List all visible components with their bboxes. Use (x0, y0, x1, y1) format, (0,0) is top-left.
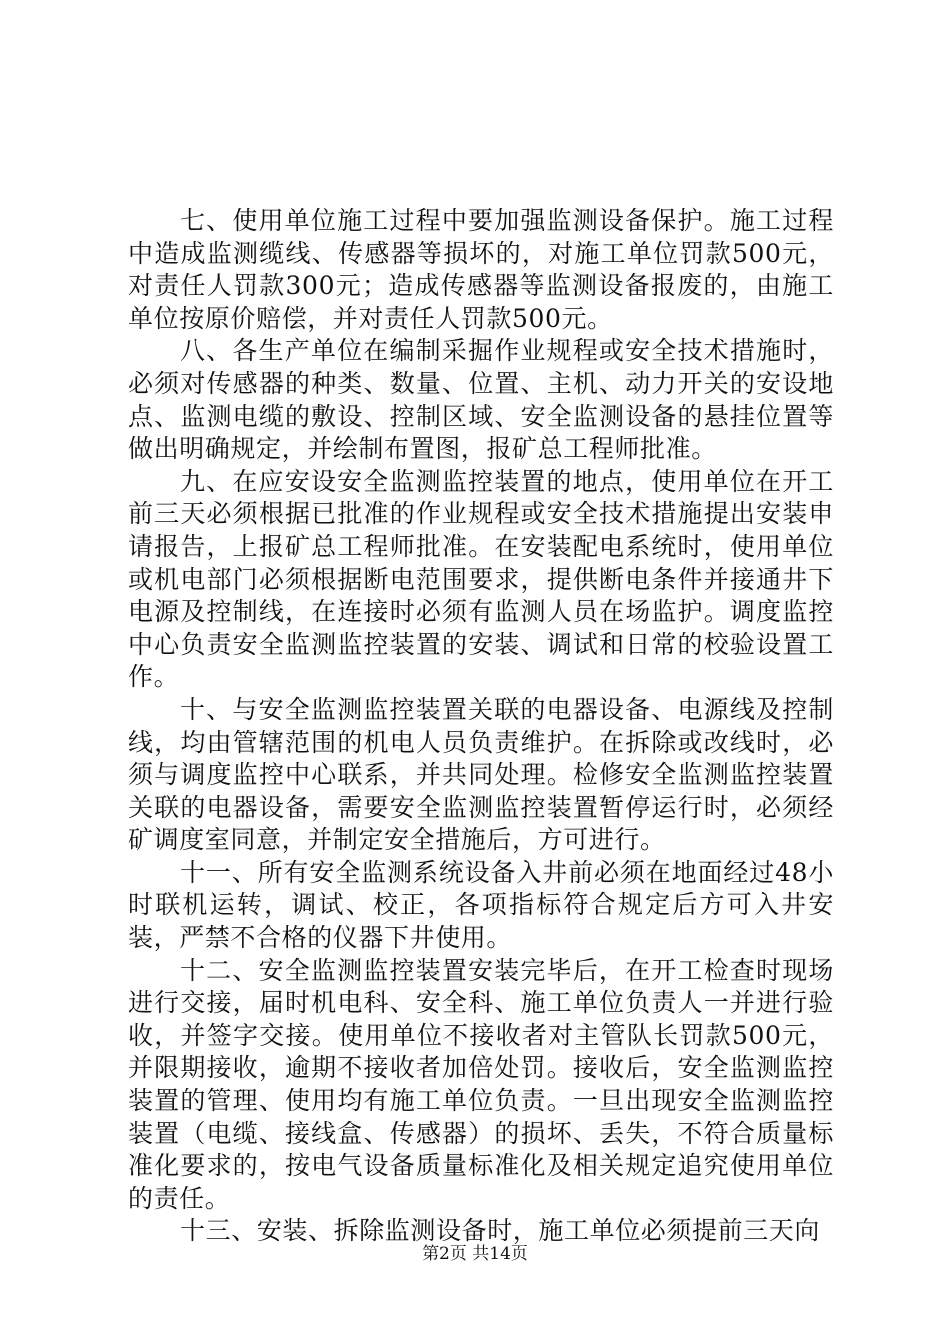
page-number-footer: 第2页 共14页 (422, 1244, 528, 1264)
paragraph-10: 十、与安全监测监控装置关联的电器设备、电源线及控制线，均由管辖范围的机电人员负责维护。在拆除或改线时，必须与调度监控中心联系，并共同处理。检修安全监测监控装置关联的电器设备，需要安全监测监控装置暂停运行时，必须经矿调度室同意，并制定安全措施后，方可进行。 (128, 694, 834, 855)
paragraph-11: 十一、所有安全监测系统设备入井前必须在地面经过48小时联机运转，调试、校正，各项指标符合规定后方可入井安装，严禁不合格的仪器下井使用。 (128, 857, 834, 953)
paragraph-9: 九、在应安设安全监测监控装置的地点，使用单位在开工前三天必须根据已批准的作业规程或安全技术措施提出安装申请报告，上报矿总工程师批准。在安装配电系统时，使用单位或机电部门必须根据断电范围要求，提供断电条件并接通井下电源及控制线，在连接时必须有监测人员在场监护。调度监控中心负责安全监测监控装置的安装、调试和日常的校验设置工作。 (128, 466, 834, 692)
paragraph-7: 七、使用单位施工过程中要加强监测设备保护。施工过程中造成监测缆线、传感器等损坏的，对施工单位罚款500元，对责任人罚款300元；造成传感器等监测设备报废的，由施工单位按原价赔偿，并对责任人罚款500元。 (128, 206, 834, 333)
document-body (128, 205, 834, 1248)
paragraph-12: 十二、安全监测监控装置安装完毕后，在开工检查时现场进行交接，届时机电科、安全科、施工单位负责人一并进行验收，并签字交接。使用单位不接收者对主管队长罚款500元，并限期接收，逾期不接收者加倍处罚。接收后，安全监测监控装置的管理、使用均有施工单位负责。一旦出现安全监测监控装置（电缆、接线盒、传感器）的损坏、丢失，不符合质量标准化要求的，按电气设备质量标准化及相关规定追究使用单位的责任。 (128, 955, 834, 1213)
paragraph-13: 十三、安装、拆除监测设备时，施工单位必须提前三天向 (180, 1216, 821, 1246)
paragraph-8: 八、各生产单位在编制采掘作业规程或安全技术措施时，必须对传感器的种类、数量、位置、主机、动力开关的安设地点、监测电缆的敷设、控制区域、安全监测设备的悬挂位置等做出明确规定，并绘制布置图，报矿总工程师批准。 (128, 336, 834, 464)
